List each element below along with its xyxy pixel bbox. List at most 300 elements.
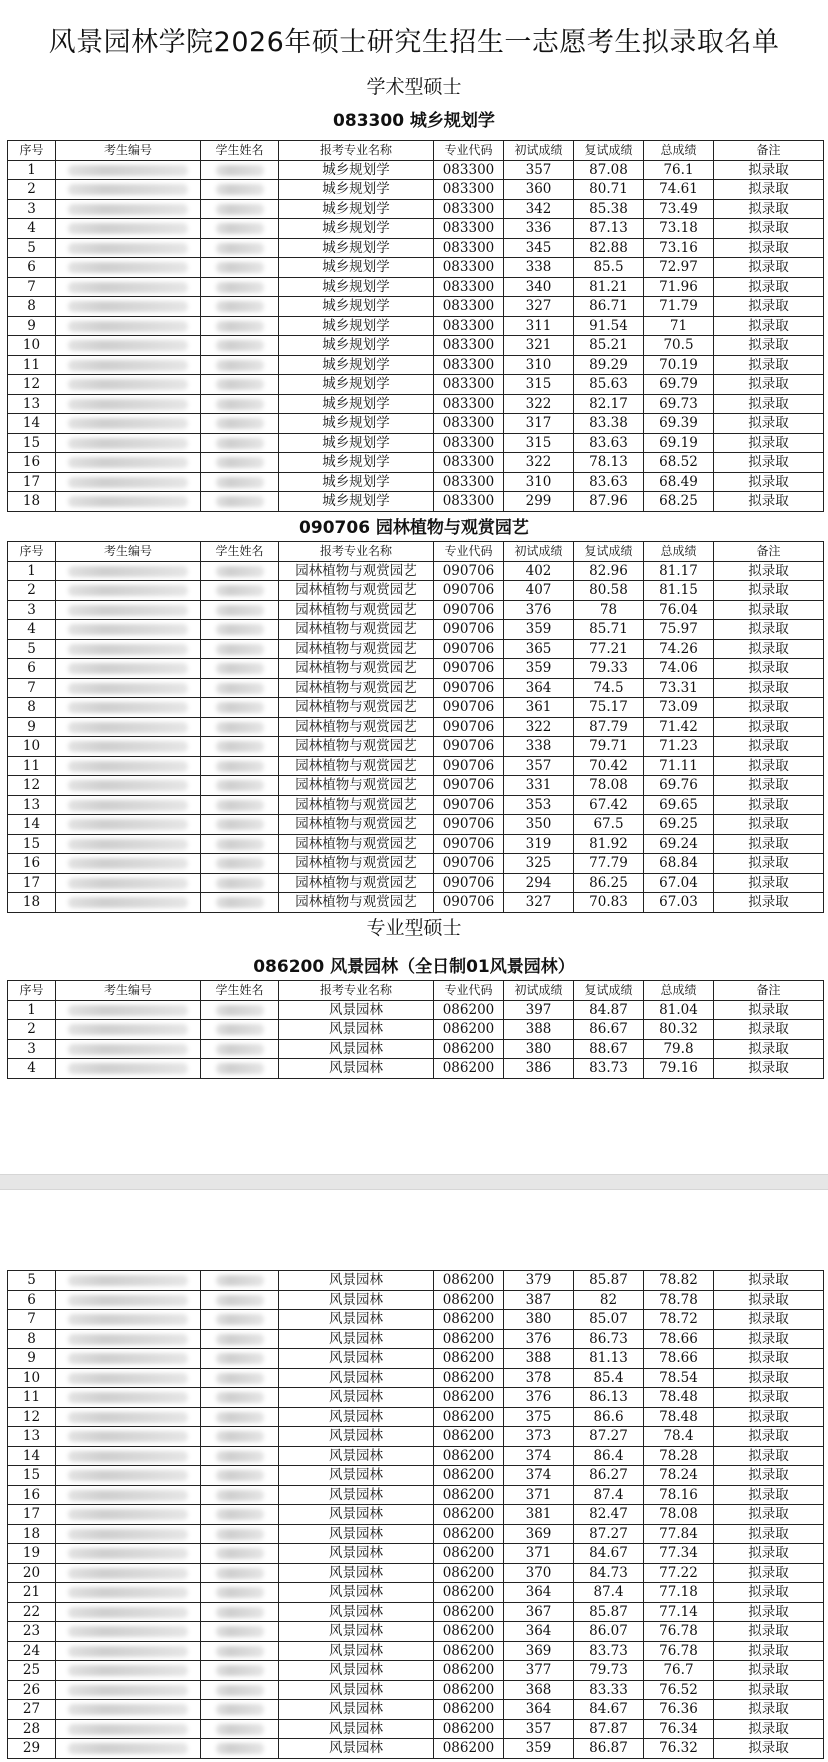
rank-cell: 18: [8, 1524, 56, 1544]
student-name-redacted: [201, 1524, 279, 1544]
student-name-redacted: [201, 1310, 279, 1330]
student-name-redacted: [201, 297, 279, 317]
redaction-blur: [68, 1353, 188, 1364]
student-name-redacted: [201, 1388, 279, 1408]
major-code-cell: 083300: [434, 453, 504, 473]
student-name-redacted: [201, 1563, 279, 1583]
major-cell: 园林植物与观赏园艺: [279, 776, 434, 796]
redaction-blur: [68, 1334, 188, 1345]
redaction-blur: [68, 1314, 188, 1325]
redaction-blur: [68, 1373, 188, 1384]
remark-cell: 拟录取: [714, 678, 824, 698]
rank-cell: 26: [8, 1680, 56, 1700]
candidate-id-redacted: [56, 737, 201, 757]
student-name-redacted: [201, 815, 279, 835]
retest-score-cell: 83.33: [574, 1680, 644, 1700]
major-code-cell: 090706: [434, 756, 504, 776]
major-cell: 园林植物与观赏园艺: [279, 815, 434, 835]
retest-score-cell: 84.87: [574, 1000, 644, 1020]
student-name-redacted: [201, 678, 279, 698]
table-row: [8, 1544, 824, 1564]
total-score-cell: 78.78: [644, 1290, 714, 1310]
total-score-cell: 76.32: [644, 1739, 714, 1759]
candidate-id-redacted: [56, 160, 201, 180]
redaction-blur: [216, 585, 264, 596]
redaction-blur: [216, 741, 264, 752]
rank-cell: 3: [8, 199, 56, 219]
retest-score-cell: 87.08: [574, 160, 644, 180]
candidate-id-redacted: [56, 1661, 201, 1681]
redaction-blur: [68, 800, 188, 811]
prelim-score-cell: 368: [504, 1680, 574, 1700]
redaction-blur: [216, 1548, 264, 1559]
total-score-cell: 69.73: [644, 394, 714, 414]
table-row: [8, 600, 824, 620]
major-code-cell: 083300: [434, 492, 504, 512]
total-score-cell: 69.76: [644, 776, 714, 796]
major-code-cell: 090706: [434, 776, 504, 796]
major-code-cell: 090706: [434, 815, 504, 835]
major-code-cell: 086200: [434, 1446, 504, 1466]
prelim-score-cell: 381: [504, 1505, 574, 1525]
student-name-redacted: [201, 1583, 279, 1603]
rank-cell: 11: [8, 756, 56, 776]
student-name-redacted: [201, 639, 279, 659]
total-score-cell: 71.96: [644, 277, 714, 297]
prelim-score-cell: 315: [504, 375, 574, 395]
table-row: [8, 698, 824, 718]
retest-score-cell: 77.79: [574, 854, 644, 874]
redaction-blur: [68, 819, 188, 830]
table-row: [8, 1407, 824, 1427]
table-row: [8, 472, 824, 492]
column-header: 学生姓名: [201, 542, 279, 562]
redaction-blur: [216, 1607, 264, 1618]
remark-cell: 拟录取: [714, 355, 824, 375]
redaction-blur: [68, 496, 188, 507]
redaction-blur: [68, 321, 188, 332]
remark-cell: 拟录取: [714, 795, 824, 815]
redaction-blur: [216, 800, 264, 811]
major-cell: 风景园林: [279, 1739, 434, 1759]
total-score-cell: 73.31: [644, 678, 714, 698]
table-row: [8, 394, 824, 414]
major-code-cell: 086200: [434, 1020, 504, 1040]
redaction-blur: [216, 399, 264, 410]
student-name-redacted: [201, 160, 279, 180]
candidate-id-redacted: [56, 1524, 201, 1544]
remark-cell: 拟录取: [714, 1700, 824, 1720]
total-score-cell: 75.97: [644, 620, 714, 640]
prelim-score-cell: 364: [504, 1700, 574, 1720]
major-cell: 城乡规划学: [279, 219, 434, 239]
major-code-cell: 086200: [434, 1427, 504, 1447]
table-row: [8, 258, 824, 278]
rank-cell: 14: [8, 815, 56, 835]
major-code-cell: 090706: [434, 795, 504, 815]
retest-score-cell: 87.79: [574, 717, 644, 737]
redaction-blur: [216, 184, 264, 195]
prelim-score-cell: 322: [504, 394, 574, 414]
total-score-cell: 78.24: [644, 1466, 714, 1486]
remark-cell: 拟录取: [714, 1000, 824, 1020]
redaction-blur: [216, 1568, 264, 1579]
rank-cell: 9: [8, 316, 56, 336]
redaction-blur: [68, 1724, 188, 1735]
redaction-blur: [68, 1412, 188, 1423]
column-header: 序号: [8, 141, 56, 161]
candidate-id-redacted: [56, 1290, 201, 1310]
column-header: 报考专业名称: [279, 141, 434, 161]
student-name-redacted: [201, 1485, 279, 1505]
rank-cell: 11: [8, 355, 56, 375]
redaction-blur: [216, 477, 264, 488]
redaction-blur: [68, 702, 188, 713]
student-name-redacted: [201, 492, 279, 512]
redaction-blur: [68, 663, 188, 674]
major-cell: 风景园林: [279, 1020, 434, 1040]
retest-score-cell: 82.88: [574, 238, 644, 258]
total-score-cell: 80.32: [644, 1020, 714, 1040]
student-name-redacted: [201, 414, 279, 434]
candidate-id-redacted: [56, 238, 201, 258]
remark-cell: 拟录取: [714, 1563, 824, 1583]
retest-score-cell: 75.17: [574, 698, 644, 718]
rank-cell: 23: [8, 1622, 56, 1642]
major-code-cell: 090706: [434, 581, 504, 601]
student-name-redacted: [201, 219, 279, 239]
major-code-cell: 083300: [434, 433, 504, 453]
rank-cell: 16: [8, 453, 56, 473]
redaction-blur: [216, 878, 264, 889]
table-row: [8, 1446, 824, 1466]
candidate-id-redacted: [56, 472, 201, 492]
rank-cell: 15: [8, 1466, 56, 1486]
total-score-cell: 77.18: [644, 1583, 714, 1603]
student-name-redacted: [201, 199, 279, 219]
major-cell: 园林植物与观赏园艺: [279, 639, 434, 659]
candidate-id-redacted: [56, 258, 201, 278]
redaction-blur: [68, 683, 188, 694]
retest-score-cell: 87.4: [574, 1583, 644, 1603]
major-cell: 风景园林: [279, 1388, 434, 1408]
redaction-blur: [216, 624, 264, 635]
redaction-blur: [216, 1509, 264, 1520]
remark-cell: 拟录取: [714, 1310, 824, 1330]
table-row: [8, 453, 824, 473]
rank-cell: 1: [8, 160, 56, 180]
prelim-score-cell: 374: [504, 1446, 574, 1466]
redaction-blur: [216, 1024, 264, 1035]
retest-score-cell: 85.87: [574, 1602, 644, 1622]
major-code-cell: 090706: [434, 893, 504, 913]
prelim-score-cell: 299: [504, 492, 574, 512]
prelim-score-cell: 367: [504, 1602, 574, 1622]
retest-score-cell: 84.73: [574, 1563, 644, 1583]
remark-cell: 拟录取: [714, 238, 824, 258]
prelim-score-cell: 375: [504, 1407, 574, 1427]
remark-cell: 拟录取: [714, 561, 824, 581]
total-score-cell: 78.66: [644, 1329, 714, 1349]
retest-score-cell: 83.63: [574, 433, 644, 453]
major-code-cell: 090706: [434, 873, 504, 893]
major-code-cell: 086200: [434, 1544, 504, 1564]
table-landscape-architecture: [7, 980, 824, 1079]
redaction-blur: [68, 223, 188, 234]
prelim-score-cell: 338: [504, 258, 574, 278]
table-row: [8, 375, 824, 395]
retest-score-cell: 87.96: [574, 492, 644, 512]
table-row: [8, 639, 824, 659]
candidate-id-redacted: [56, 219, 201, 239]
retest-score-cell: 86.71: [574, 297, 644, 317]
redaction-blur: [68, 379, 188, 390]
redaction-blur: [68, 1005, 188, 1016]
table-row: [8, 834, 824, 854]
retest-score-cell: 70.42: [574, 756, 644, 776]
redaction-blur: [68, 184, 188, 195]
total-score-cell: 73.49: [644, 199, 714, 219]
prelim-score-cell: 345: [504, 238, 574, 258]
major-cell: 风景园林: [279, 1700, 434, 1720]
retest-score-cell: 80.58: [574, 581, 644, 601]
rank-cell: 3: [8, 600, 56, 620]
table-row: [8, 1000, 824, 1020]
total-score-cell: 78.28: [644, 1446, 714, 1466]
academic-category-heading: 学术型硕士: [366, 76, 462, 98]
student-name-redacted: [201, 1505, 279, 1525]
redaction-blur: [68, 1509, 188, 1520]
prelim-score-cell: 373: [504, 1427, 574, 1447]
total-score-cell: 69.25: [644, 815, 714, 835]
major-cell: 城乡规划学: [279, 316, 434, 336]
retest-score-cell: 91.54: [574, 316, 644, 336]
table-row: [8, 815, 824, 835]
total-score-cell: 78.54: [644, 1368, 714, 1388]
major-code-cell: 086200: [434, 1000, 504, 1020]
remark-cell: 拟录取: [714, 414, 824, 434]
remark-cell: 拟录取: [714, 1641, 824, 1661]
table-row: [8, 1700, 824, 1720]
major-cell: 城乡规划学: [279, 160, 434, 180]
major-cell: 园林植物与观赏园艺: [279, 620, 434, 640]
retest-score-cell: 85.87: [574, 1271, 644, 1291]
column-header: 总成绩: [644, 141, 714, 161]
retest-score-cell: 82.47: [574, 1505, 644, 1525]
total-score-cell: 74.06: [644, 659, 714, 679]
remark-cell: 拟录取: [714, 581, 824, 601]
total-score-cell: 68.84: [644, 854, 714, 874]
page-break-separator: [0, 1174, 828, 1190]
candidate-id-redacted: [56, 414, 201, 434]
major-cell: 风景园林: [279, 1290, 434, 1310]
candidate-id-redacted: [56, 1039, 201, 1059]
retest-score-cell: 86.73: [574, 1329, 644, 1349]
student-name-redacted: [201, 600, 279, 620]
student-name-redacted: [201, 776, 279, 796]
total-score-cell: 76.52: [644, 1680, 714, 1700]
prelim-score-cell: 369: [504, 1641, 574, 1661]
major-code-cell: 086200: [434, 1583, 504, 1603]
table-row: [8, 1290, 824, 1310]
major-cell: 风景园林: [279, 1641, 434, 1661]
redaction-blur: [216, 360, 264, 371]
major-code-cell: 083300: [434, 355, 504, 375]
redaction-blur: [68, 1743, 188, 1754]
remark-cell: 拟录取: [714, 737, 824, 757]
redaction-blur: [216, 1314, 264, 1325]
major-cell: 园林植物与观赏园艺: [279, 795, 434, 815]
major-code-cell: 083300: [434, 199, 504, 219]
prelim-score-cell: 321: [504, 336, 574, 356]
major-code-cell: 086200: [434, 1349, 504, 1369]
rank-cell: 5: [8, 238, 56, 258]
column-header: 专业代码: [434, 981, 504, 1001]
total-score-cell: 79.8: [644, 1039, 714, 1059]
section-heading-landscape-architecture: 086200 风景园林（全日制01风景园林）: [253, 957, 575, 977]
major-code-cell: 083300: [434, 472, 504, 492]
redaction-blur: [216, 605, 264, 616]
table-row: [8, 1505, 824, 1525]
redaction-blur: [68, 1063, 188, 1074]
column-header: 备注: [714, 141, 824, 161]
student-name-redacted: [201, 1719, 279, 1739]
redaction-blur: [216, 379, 264, 390]
prelim-score-cell: 359: [504, 1739, 574, 1759]
major-cell: 风景园林: [279, 1271, 434, 1291]
redaction-blur: [216, 1626, 264, 1637]
student-name-redacted: [201, 433, 279, 453]
rank-cell: 17: [8, 1505, 56, 1525]
retest-score-cell: 83.73: [574, 1641, 644, 1661]
student-name-redacted: [201, 561, 279, 581]
remark-cell: 拟录取: [714, 1524, 824, 1544]
total-score-cell: 73.09: [644, 698, 714, 718]
retest-score-cell: 82.96: [574, 561, 644, 581]
retest-score-cell: 83.38: [574, 414, 644, 434]
major-code-cell: 090706: [434, 717, 504, 737]
major-cell: 园林植物与观赏园艺: [279, 854, 434, 874]
table-row: [8, 893, 824, 913]
total-score-cell: 76.36: [644, 1700, 714, 1720]
redaction-blur: [216, 683, 264, 694]
remark-cell: 拟录取: [714, 776, 824, 796]
prelim-score-cell: 397: [504, 1000, 574, 1020]
column-header: 专业代码: [434, 542, 504, 562]
remark-cell: 拟录取: [714, 815, 824, 835]
table-row: [8, 756, 824, 776]
total-score-cell: 76.78: [644, 1622, 714, 1642]
rank-cell: 16: [8, 1485, 56, 1505]
table-row: [8, 1388, 824, 1408]
remark-cell: 拟录取: [714, 1329, 824, 1349]
redaction-blur: [216, 1044, 264, 1055]
major-cell: 风景园林: [279, 1524, 434, 1544]
redaction-blur: [68, 644, 188, 655]
table-row: [8, 737, 824, 757]
remark-cell: 拟录取: [714, 492, 824, 512]
redaction-blur: [216, 566, 264, 577]
redaction-blur: [68, 1451, 188, 1462]
prelim-score-cell: 407: [504, 581, 574, 601]
total-score-cell: 77.22: [644, 1563, 714, 1583]
total-score-cell: 71: [644, 316, 714, 336]
redaction-blur: [68, 1295, 188, 1306]
retest-score-cell: 85.63: [574, 375, 644, 395]
rank-cell: 18: [8, 893, 56, 913]
table-row: [8, 1059, 824, 1079]
remark-cell: 拟录取: [714, 1020, 824, 1040]
rank-cell: 27: [8, 1700, 56, 1720]
retest-score-cell: 84.67: [574, 1700, 644, 1720]
candidate-id-redacted: [56, 639, 201, 659]
retest-score-cell: 86.07: [574, 1622, 644, 1642]
column-header: 备注: [714, 542, 824, 562]
candidate-id-redacted: [56, 1407, 201, 1427]
redaction-blur: [68, 1392, 188, 1403]
redaction-blur: [68, 1470, 188, 1481]
retest-score-cell: 79.71: [574, 737, 644, 757]
redaction-blur: [216, 457, 264, 468]
rank-cell: 8: [8, 698, 56, 718]
redaction-blur: [68, 624, 188, 635]
redaction-blur: [216, 644, 264, 655]
candidate-id-redacted: [56, 336, 201, 356]
major-code-cell: 086200: [434, 1680, 504, 1700]
candidate-id-redacted: [56, 1349, 201, 1369]
prelim-score-cell: 357: [504, 160, 574, 180]
redaction-blur: [216, 819, 264, 830]
major-code-cell: 086200: [434, 1524, 504, 1544]
remark-cell: 拟录取: [714, 219, 824, 239]
total-score-cell: 68.52: [644, 453, 714, 473]
prelim-score-cell: 327: [504, 893, 574, 913]
redaction-blur: [68, 204, 188, 215]
redaction-blur: [216, 223, 264, 234]
prelim-score-cell: 357: [504, 756, 574, 776]
total-score-cell: 69.24: [644, 834, 714, 854]
candidate-id-redacted: [56, 1602, 201, 1622]
remark-cell: 拟录取: [714, 1719, 824, 1739]
table-row: [8, 1368, 824, 1388]
redaction-blur: [68, 477, 188, 488]
table-row: [8, 1719, 824, 1739]
redaction-blur: [68, 457, 188, 468]
retest-score-cell: 77.21: [574, 639, 644, 659]
redaction-blur: [216, 702, 264, 713]
candidate-id-redacted: [56, 756, 201, 776]
major-code-cell: 086200: [434, 1485, 504, 1505]
rank-cell: 4: [8, 1059, 56, 1079]
prelim-score-cell: 380: [504, 1310, 574, 1330]
remark-cell: 拟录取: [714, 1368, 824, 1388]
rank-cell: 1: [8, 561, 56, 581]
major-cell: 园林植物与观赏园艺: [279, 737, 434, 757]
major-cell: 园林植物与观赏园艺: [279, 678, 434, 698]
redaction-blur: [68, 1044, 188, 1055]
candidate-id-redacted: [56, 1059, 201, 1079]
remark-cell: 拟录取: [714, 854, 824, 874]
retest-score-cell: 86.4: [574, 1446, 644, 1466]
total-score-cell: 78.66: [644, 1349, 714, 1369]
table-row: [8, 219, 824, 239]
redaction-blur: [216, 1334, 264, 1345]
retest-score-cell: 78.08: [574, 776, 644, 796]
student-name-redacted: [201, 1739, 279, 1759]
major-code-cell: 083300: [434, 160, 504, 180]
retest-score-cell: 85.07: [574, 1310, 644, 1330]
major-cell: 城乡规划学: [279, 492, 434, 512]
